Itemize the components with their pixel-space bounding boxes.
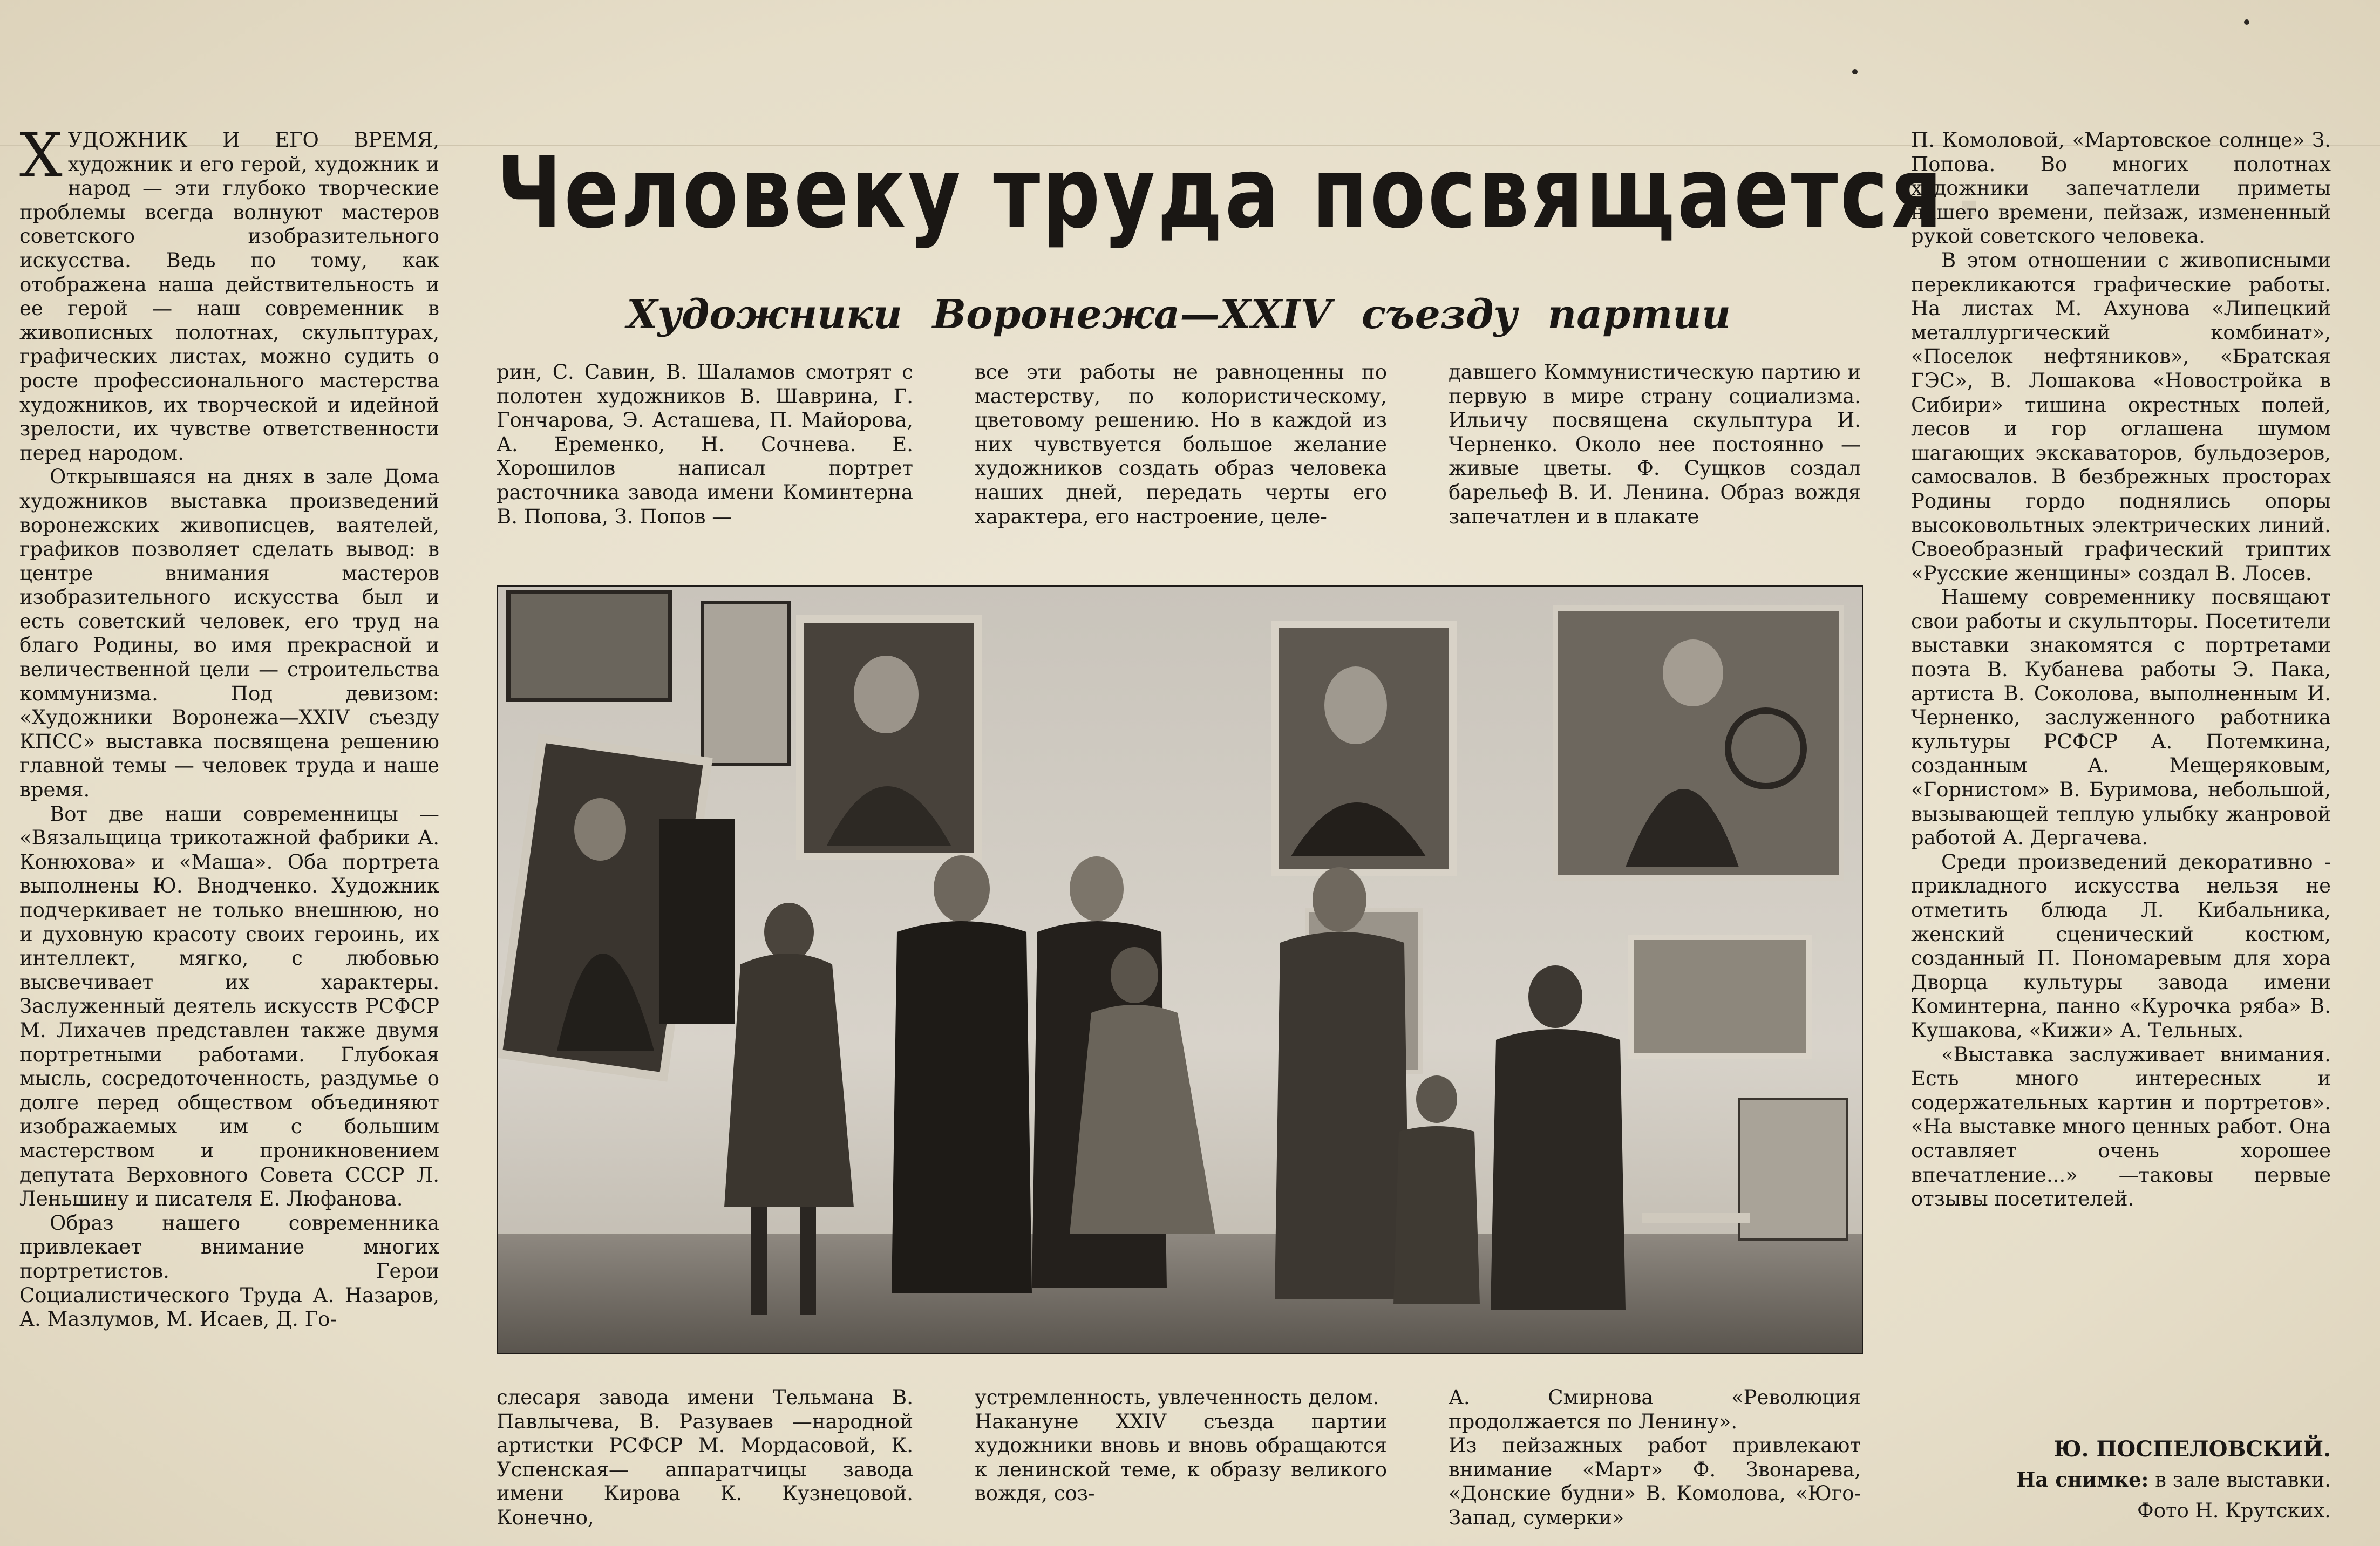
middle-column-top-3 bbox=[1449, 360, 1861, 529]
middle-column-top-2 bbox=[975, 360, 1387, 529]
print-speck bbox=[2244, 19, 2249, 25]
exhibition-photo bbox=[497, 585, 1863, 1354]
paragraph: устремленность, увлеченность делом. Накануне XXIV съезда партии художники вновь и вновь обращаются к ленинской теме, к образу великого вождя, соз- bbox=[975, 1386, 1387, 1506]
paragraph: Нашему современнику посвящают свои работы и скульпторы. Посетители выставки знакомятся с портретами поэта В. Кубанева работы Э. Пака, артиста В. Соколова, выполненным И. Черненко, заслуженного работника культуры РСФСР А. Потемкина, созданным А. Мещеряковым, «Горнистом» В. Буримова, небольшой, вызывающей теплую улыбку жанровой работой А. Дергачева. bbox=[1911, 585, 2331, 850]
paragraph: Среди произведений декоративно - прикладного искусства нельзя не отметить блюда Л. Кибальника, женский сценический костюм, созданный П. Пономаревым для хора Дворца культуры завода имени Коминтерна, панно «Курочка ряба» В. Кушакова, «Кижи» А. Тельных. bbox=[1911, 850, 2331, 1042]
paragraph: давшего Коммунистическую партию и первую в мире страну социализма. Ильичу посвящена скульптура И. Черненко. Около нее постоянно — живые цветы. Ф. Сущков создал барельеф В. И. Ленина. Образ вождя запечатлен и в плакате bbox=[1449, 360, 1861, 528]
paragraph-text: УДОЖНИК И ЕГО ВРЕМЯ, художник и его герой, художник и народ — эти глубоко творческие проблемы всегда волнуют мастеров советского изобразительного искусства. Ведь по тому, как отображена наша действительность и ее герой — наш современник в живописных полотнах, скульптурах, графических листах, можно судить о росте профессионального мастерства художников, их творческой и идейной зрелости, их чувстве ответственности перед народом. bbox=[19, 128, 439, 465]
paragraph: В этом отношении с живописными перекликаются графические работы. На листах М. Ахунова «Липецкий металлургический комбинат», «Поселок нефтяников», «Братская ГЭС», В. Лошакова «Новостройка в Сибири» тишина окрестных полей, лесов и гор оглашена шумом шагающих экскаваторов, бульдозеров, самосвалов. В безбрежных просторах Родины гордо поднялись опоры высоковольтных электрических линий. Своеобразный графический триптих «Русские женщины» создал В. Лосев. bbox=[1911, 248, 2331, 585]
middle-column-bottom-2 bbox=[975, 1386, 1387, 1506]
paragraph: Вот две наши современницы — «Вязальщица трикотажной фабрики А. Конюхова» и «Маша». Оба портрета выполнены Ю. Внодченко. Художник подчеркивает не только внешнюю, но и духовную красоту своих героинь, их интеллект, мягко, с любовью высвечивает их характеры. Заслуженный деятель искусств РСФСР М. Лихачев представлен также двумя портретными работами. Глубокая мысль, сосредоточенность, раздумье о долге перед обществом объединяют изображаемых им с большим мастерством и проникновением депутата Верховного Совета СССР Л. Леньшину и писателя Е. Люфанова. bbox=[19, 802, 439, 1211]
caption-label: На снимке: bbox=[2016, 1468, 2149, 1491]
paragraph: слесаря завода имени Тельмана В. Павлычева, В. Разуваев —народной артистки РСФСР М. Мордасовой, К. Успенская— аппаратчицы завода имени Кирова К. Кузнецовой. Конечно, bbox=[497, 1386, 913, 1529]
paragraph: все эти работы не равноценны по мастерству, по колористическому, цветовому решению. Но в каждой из них чувствуется большое желание художников создать образ человека наших дней, передать черты его характера, его настроение, целе- bbox=[975, 360, 1387, 528]
paragraph: рин, С. Савин, В. Шаламов смотрят с полотен художников В. Шаврина, Г. Гончарова, Э. Асташева, П. Майорова, А. Еременко, Н. Сочнева. Е. Хорошилов написал портрет расточника завода имени Коминтерна В. Попова, З. Попов — bbox=[497, 360, 913, 528]
photo-credit: Фото Н. Крутских. bbox=[2137, 1499, 2331, 1522]
paragraph: А. Смирнова «Революция продолжается по Ленину». Из пейзажных работ привлекают внимание «Март» Ф. Звонарева, «Донские будни» В. Комолова, «Юго-Запад, сумерки» bbox=[1449, 1386, 1861, 1529]
paragraph: Образ нашего современника привлекает внимание многих портретистов. Герои Социалистического Труда А. Назаров, А. Мазлумов, М. Исаев, Д. Го- bbox=[19, 1211, 439, 1331]
author-signature: Ю. ПОСПЕЛОВСКИЙ. bbox=[2053, 1436, 2331, 1462]
caption-text: в зале выставки. bbox=[2155, 1468, 2331, 1491]
paragraph: П. Комоловой, «Мартовское солнце» З. Попова. Во многих полотнах художники запечатлели приметы нашего времени, пейзаж, измененный рукой советского человека. bbox=[1911, 128, 2331, 248]
drop-cap: Х bbox=[19, 121, 63, 191]
paragraph: Открывшаяся на днях в зале Дома художников выставка произведений воронежских живописцев, ваятелей, графиков позволяет сделать вывод: в центре внимания мастеров изобразительного искусства был и есть советский человек, его труд на благо Родины, во имя прекрасной и величественной цели — строительства коммунизма. Под девизом: «Художники Воронежа—XXIV съезду КПСС» выставка посвящена решению главной темы — человек труда и наше время. bbox=[19, 465, 439, 802]
photo-caption bbox=[1911, 1468, 2331, 1491]
print-speck bbox=[1852, 69, 1858, 74]
article-column-4 bbox=[1911, 128, 2331, 1211]
headline: Человеку труда посвящается bbox=[497, 136, 1944, 251]
show-through-text: · bbox=[1954, 162, 1984, 256]
exhibition-hall-image bbox=[498, 587, 1862, 1353]
middle-column-bottom-1 bbox=[497, 1386, 913, 1530]
article-column-1 bbox=[19, 121, 439, 1332]
middle-column-bottom-3 bbox=[1449, 1386, 1861, 1530]
subheadline: Художники Воронежа—XXIV съезду партии bbox=[627, 291, 1731, 338]
paragraph: «Выставка заслуживает внимания. Есть много интересных и содержательных картин и портретов». «На выставке много ценных работ. Она оставляет очень хорошее впечатление...» —таковы первые отзывы посетителей. bbox=[1911, 1043, 2331, 1211]
opening-paragraph bbox=[19, 121, 439, 465]
middle-column-top-1 bbox=[497, 360, 913, 529]
